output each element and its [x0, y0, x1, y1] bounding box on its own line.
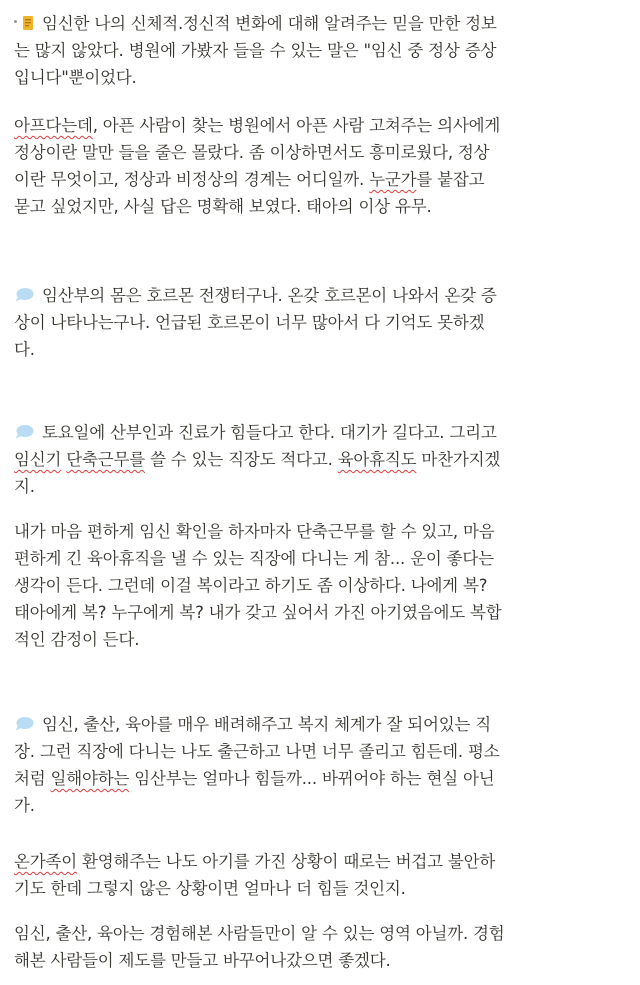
text-line [14, 848, 624, 875]
text-line: 편하게 긴 육아휴직을 낼 수 있는 직장에 다니는 게 참... 운이 좋다는 [14, 549, 494, 568]
paragraph-experience-policy[interactable] [14, 920, 624, 974]
text-line: 해본 사람들이 제도를 만들고 바꾸어나갔으면 좋겠다. [14, 951, 391, 970]
text-line [14, 166, 624, 193]
paragraph-saturday-clinic[interactable] [14, 419, 624, 500]
speech-bubble-icon [14, 716, 34, 732]
text-line: 묻고 싶었지만, 사실 답은 명확해 보였다. 태아의 이상 유무. [14, 197, 432, 216]
paragraph-pregnancy-info[interactable] [14, 10, 624, 91]
paragraph-whole-family[interactable] [14, 848, 624, 902]
text-span: 임산부는 얼마나 힘들까... 바뀌어야 하는 현실 아닌 [129, 769, 495, 788]
text-span: 처럼 [14, 769, 51, 788]
paragraph-hormones[interactable] [14, 282, 624, 363]
text-span: , 아픈 사람이 찾는 병원에서 아픈 사람 고쳐주는 의사에게 [92, 116, 501, 135]
text-span: 환영해주는 나도 아기를 가진 상황이 때로는 버겁고 불안하 [76, 852, 496, 871]
text-line [14, 112, 624, 139]
text-line [14, 282, 624, 309]
speech-bubble-icon [14, 287, 34, 303]
text-line: 정상이란 말만 들을 줄은 몰랐다. 좀 이상하면서도 흥미로웠다, 정상 [14, 143, 490, 162]
text-line: 생각이 든다. 그런데 이걸 복이라고 하기도 좀 이상하다. 나에게 복? [14, 576, 488, 595]
text-line: 지. [14, 477, 35, 496]
text-line [14, 419, 624, 446]
text-line: 기도 한데 그렇지 않은 상황이면 얼마나 더 힘들 것인지. [14, 879, 406, 898]
paragraph-welfare-system[interactable] [14, 711, 624, 819]
text-line: 상이 나타나는구나. 언급된 호르몬이 너무 많아서 다 기억도 못하겠 [14, 313, 485, 332]
misspelled-word: 일해야하는 [50, 769, 130, 788]
paragraph-normal-question[interactable] [14, 112, 624, 220]
text-span: 이란 무엇이고, 정상과 비정상의 경계는 어디일까. [14, 170, 370, 189]
misspelled-word: 임신기 [14, 450, 62, 469]
text-span: 를 붙잡고 [416, 170, 485, 189]
text-line [14, 10, 624, 37]
speech-bubble-icon [14, 424, 34, 440]
text-line [14, 711, 624, 738]
text-line: 내가 마음 편하게 임신 확인을 하자마자 단축근무를 할 수 있고, 마음 [14, 522, 495, 541]
text-span: 임신한 나의 신체적.정신적 변화에 대해 알려주는 믿을 만한 정보 [42, 14, 497, 33]
memo-icon [22, 15, 34, 31]
paragraph-lucky-workplace[interactable] [14, 518, 624, 653]
misspelled-word: 누군가 [369, 170, 417, 189]
text-line: 적인 감정이 든다. [14, 630, 140, 649]
bullet-dot [14, 20, 17, 23]
text-line: 는 많지 않았다. 병원에 가봤자 들을 수 있는 말은 "임신 중 정상 증상 [14, 41, 497, 60]
misspelled-word: 온가족이 [14, 852, 77, 871]
text-line [14, 765, 624, 792]
text-span: 쓸 수 있는 직장도 적다고. [144, 450, 338, 469]
misspelled-word: 아프다는데 [14, 116, 93, 135]
misspelled-word: 육아휴직도 [337, 450, 417, 469]
text-line: 태아에게 복? 누구에게 복? 내가 갖고 싶어서 가진 아기였음에도 복합 [14, 603, 502, 622]
text-line: 다. [14, 340, 35, 359]
text-line: 입니다"뿐이었다. [14, 68, 137, 87]
text-span: 임신, 출산, 육아를 매우 배려해주고 복지 체계가 잘 되어있는 직 [42, 715, 491, 734]
text-line: 장. 그런 직장에 다니는 나도 출근하고 나면 너무 졸리고 힘든데. 평소 [14, 742, 500, 761]
text-span: 마찬가지겠 [416, 450, 501, 469]
misspelled-word: 단축근무를 [66, 450, 145, 469]
text-line: 가. [14, 796, 35, 815]
text-span: 임산부의 몸은 호르몬 전쟁터구나. 온갖 호르몬이 나와서 온갖 증 [42, 286, 497, 305]
text-span: 토요일에 산부인과 진료가 힘들다고 한다. 대기가 길다고. 그리고 [42, 423, 497, 442]
text-line [14, 446, 624, 473]
text-line: 임신, 출산, 육아는 경험해본 사람들만이 알 수 있는 영역 아닐까. 경험 [14, 924, 505, 943]
